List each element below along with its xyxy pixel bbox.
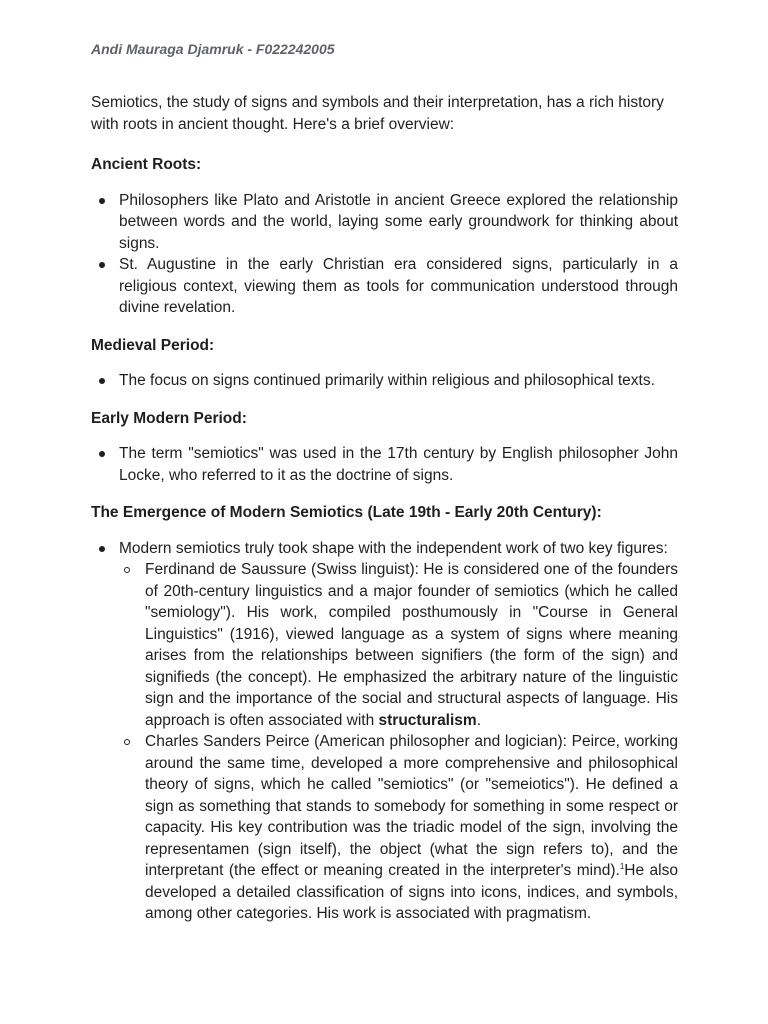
peirce-text-continued: He also developed a detailed classification of signs into icons, indices, and symbols, among other categories. His work is associated with pragmatism. [145, 862, 678, 922]
peirce-text: Charles Sanders Peirce (American philosopher and logician): Peirce, working around the same time, developed a more comprehensive and philosophical theory of signs, which he called "semiotics" (or "semeiotics"). He defined a sign as something that stands to somebody for something in some respect or capacity. His key contribution was the triadic model of the sign, involving the representamen (sign itself), the object (what the sign refers to), and the interpretant (the effect or meaning created in the interpreter's mind). [145, 733, 678, 879]
sublist-item-peirce [119, 731, 678, 925]
list-modern-semiotics [91, 538, 678, 925]
heading-medieval-period: Medieval Period: [91, 336, 215, 354]
list-item: Philosophers like Plato and Aristotle in ancient Greece explored the relationship between words and the world, laying some early groundwork for thinking about signs. [91, 190, 678, 255]
intro-paragraph: Semiotics, the study of signs and symbols and their interpretation, has a rich history with roots in ancient thought. Here's a brief overview: [91, 94, 664, 133]
list-item: The term "semiotics" was used in the 17th century by English philosopher John Locke, who referred to it as the doctrine of signs. [91, 443, 678, 486]
heading-early-modern-period: Early Modern Period: [91, 409, 247, 427]
document-body [91, 92, 678, 925]
list-item [91, 538, 678, 925]
footnote-marker[interactable]: 1 [619, 861, 625, 871]
heading-modern-semiotics: The Emergence of Modern Semiotics (Late 19th - Early 20th Century): [91, 504, 602, 521]
list-item: The focus on signs continued primarily within religious and philosophical texts. [91, 370, 678, 392]
list-early-modern-period [91, 443, 678, 486]
list-medieval-period [91, 370, 678, 392]
sublist-key-figures [119, 559, 678, 925]
sublist-item-saussure [119, 559, 678, 731]
list-item-text: Modern semiotics truly took shape with the independent work of two key figures: [119, 539, 668, 557]
list-ancient-roots [91, 190, 678, 319]
saussure-text: Ferdinand de Saussure (Swiss linguist): He is considered one of the founders of 20th-century linguistics and a major founder of semiotics (which he called "semiology"). His work, compiled posthumously in "Course in General Linguistics" (1916), viewed language as a system of signs where meaning arises from the relationships between signifiers (the form of the sign) and signifieds (the concept). He emphasized the arbitrary nature of the linguistic sign and the importance of the social and structural aspects of language. His approach is often associated with [145, 561, 678, 729]
list-item: St. Augustine in the early Christian era considered signs, particularly in a religious context, viewing them as tools for communication understood through divine revelation. [91, 254, 678, 319]
heading-ancient-roots: Ancient Roots: [91, 156, 202, 173]
structuralism-term: structuralism [378, 711, 477, 729]
saussure-end: . [476, 711, 482, 729]
author-header: Andi Mauraga Djamruk - F022242005 [91, 41, 335, 57]
